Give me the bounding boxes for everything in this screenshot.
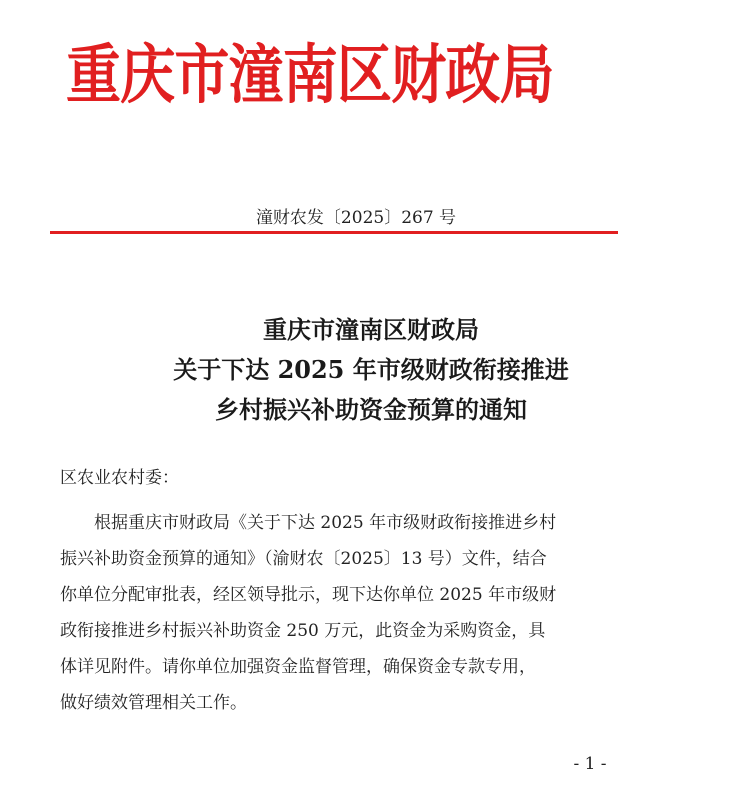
document-number: 潼财农发〔2025〕267 号 xyxy=(255,208,457,228)
document-title xyxy=(0,310,742,430)
body-line-1: 根据重庆市财政局《关于下达 2025 年市级财政衔接推进乡村 xyxy=(94,513,557,533)
title-line-3: 乡村振兴补助资金预算的通知 xyxy=(215,395,527,424)
title-line-1: 重庆市潼南区财政局 xyxy=(263,315,479,344)
body-line-6: 做好绩效管理相关工作。 xyxy=(60,693,247,713)
title-line-2: 关于下达 2025 年市级财政衔接推进 xyxy=(173,355,569,384)
body-line-4: 政衔接推进乡村振兴补助资金 250 万元，此资金为采购资金，具 xyxy=(60,621,546,641)
red-divider-line xyxy=(50,231,618,234)
masthead-org-name: 重庆市潼南区财政局 xyxy=(66,38,554,113)
body-paragraph xyxy=(60,505,650,721)
body-line-3: 你单位分配审批表，经区领导批示，现下达你单位 2025 年市级财 xyxy=(60,585,557,605)
page-number: - 1 - xyxy=(573,754,607,774)
salutation: 区农业农村委： xyxy=(60,468,179,488)
body-line-2: 振兴补助资金预算的通知》（渝财农〔2025〕13 号）文件，结合 xyxy=(60,549,547,569)
body-line-5: 体详见附件。请你单位加强资金监督管理，确保资金专款专用， xyxy=(60,657,536,677)
